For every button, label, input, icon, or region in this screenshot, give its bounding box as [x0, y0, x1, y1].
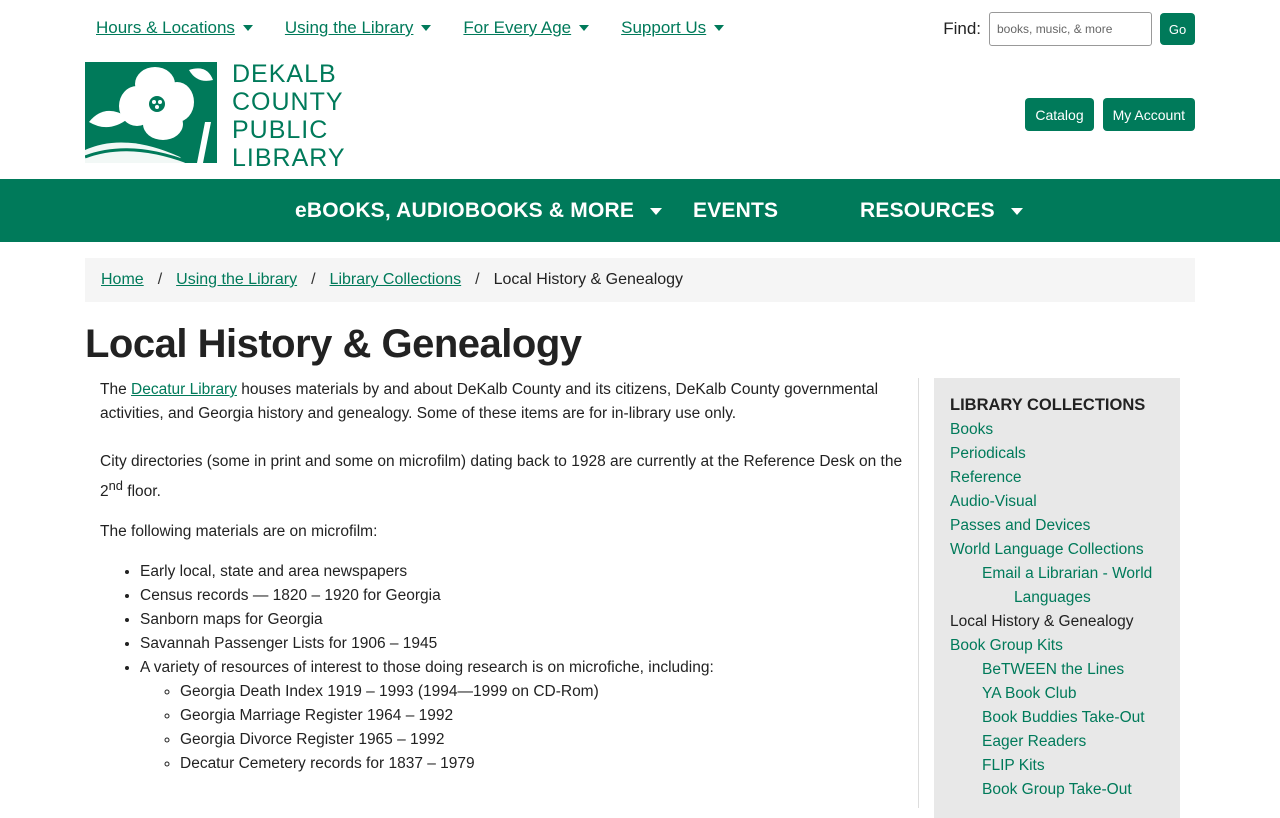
sidebar-link[interactable]	[982, 565, 1164, 610]
topnav-label: Hours & Locations	[96, 18, 235, 37]
breadcrumb-separator: /	[311, 271, 316, 288]
chevron-down-icon	[650, 208, 662, 215]
list-item: • Savannah Passenger Lists for 1906 – 1945	[140, 632, 905, 656]
sidebar-item-book-group-take-out	[950, 778, 1164, 802]
intro-text: The	[100, 381, 132, 398]
logo-wordmark	[232, 60, 346, 172]
mainnav-ebooks[interactable]	[295, 199, 662, 223]
topnav-for-every-age[interactable]	[463, 18, 589, 38]
sidebar-link[interactable]: Eager Readers	[982, 733, 1087, 750]
sidebar-item-reference	[950, 466, 1164, 490]
sidebar-link[interactable]: BeTWEEN the Lines	[982, 661, 1125, 678]
microfiche-list	[180, 680, 905, 776]
topnav-label: Using the Library	[284, 18, 414, 37]
directories-text: floor.	[122, 483, 161, 501]
sidebar-link[interactable]: Passes and Devices	[950, 517, 1091, 534]
intro-paragraph	[100, 378, 905, 426]
sidebar-link[interactable]: Periodicals	[950, 445, 1026, 462]
mainnav-label: EVENTS	[693, 199, 779, 222]
sidebar-link[interactable]: YA Book Club	[982, 685, 1077, 702]
intro-text: houses materials by and about DeKalb County and its citizens, DeKalb County governmental activities, and Georgia history and genealogy. Some of these items are for in-library use only.	[100, 381, 879, 422]
sidebar-item-email-librarian	[950, 562, 1164, 610]
sidebar-item-audio-visual	[950, 490, 1164, 514]
main-nav	[0, 179, 1280, 242]
list-item: • Census records — 1820 – 1920 for Georgia	[140, 584, 905, 608]
microfilm-list	[140, 560, 905, 776]
list-item: ◦ Georgia Divorce Register 1965 – 1992	[180, 728, 905, 752]
microfilm-intro: The following materials are on microfilm:	[100, 523, 378, 541]
search-go-button[interactable]: Go	[1160, 13, 1195, 45]
sidebar-item-passes-devices	[950, 514, 1164, 538]
sidebar-link-line: Languages	[1014, 589, 1091, 606]
chevron-down-icon	[714, 25, 724, 31]
topnav-label: Support Us	[621, 18, 707, 37]
utility-nav	[96, 18, 756, 38]
topnav-using-the-library[interactable]	[285, 18, 432, 38]
chevron-down-icon	[421, 25, 431, 31]
logo-line: LIBRARY	[232, 144, 346, 172]
sidebar-item-books	[950, 418, 1164, 442]
sidebar-link[interactable]: Audio-Visual	[950, 493, 1037, 510]
topnav-support-us[interactable]	[621, 18, 724, 38]
sidebar-item-between-the-lines	[950, 658, 1164, 682]
content-divider	[918, 378, 919, 808]
breadcrumb-current: Local History & Genealogy	[493, 271, 684, 288]
chevron-down-icon	[243, 25, 253, 31]
sidebar-title: LIBRARY COLLECTIONS	[950, 396, 1146, 414]
logo-line: COUNTY	[232, 88, 344, 116]
sidebar-link[interactable]: Reference	[950, 469, 1022, 486]
sidebar-link[interactable]: Books	[950, 421, 994, 438]
sidebar-list	[950, 418, 1164, 802]
ordinal-suffix: nd	[108, 478, 123, 493]
list-item: ◦ Georgia Death Index 1919 – 1993 (1994—1999 on CD-Rom)	[180, 680, 905, 704]
breadcrumb	[85, 258, 1195, 302]
mainnav-events[interactable]	[693, 199, 778, 223]
sidebar-link-line: Email a Librarian - World	[982, 565, 1153, 582]
list-item: ◦ Decatur Cemetery records for 1837 – 1979	[180, 752, 905, 776]
topnav-label: For Every Age	[463, 18, 572, 37]
page-title: Local History & Genealogy	[85, 322, 582, 366]
utility-bar	[0, 0, 1280, 58]
sidebar-link[interactable]: FLIP Kits	[982, 757, 1045, 774]
sidebar-item-eager-readers	[950, 730, 1164, 754]
list-item: • Early local, state and area newspapers	[140, 560, 905, 584]
breadcrumb-separator: /	[475, 271, 480, 288]
catalog-button[interactable]: Catalog	[1025, 98, 1093, 131]
sidebar-item-book-group-kits	[950, 634, 1164, 658]
sidebar-item-world-language	[950, 538, 1164, 562]
breadcrumb-library-collections[interactable]: Library Collections	[329, 271, 462, 288]
breadcrumb-home[interactable]: Home	[101, 271, 144, 288]
site-search	[943, 12, 1195, 46]
library-logo[interactable]	[85, 62, 346, 172]
sidebar-link[interactable]: World Language Collections	[950, 541, 1144, 558]
my-account-button[interactable]: My Account	[1103, 98, 1195, 131]
list-item: • Sanborn maps for Georgia	[140, 608, 905, 632]
sidebar-current[interactable]: Local History & Genealogy	[950, 613, 1134, 630]
find-label: Find:	[943, 19, 981, 38]
mainnav-label: RESOURCES	[860, 199, 995, 222]
chevron-down-icon	[1011, 208, 1023, 215]
list-item	[140, 656, 905, 776]
logo-line: PUBLIC	[232, 116, 329, 144]
topnav-hours-locations[interactable]	[96, 18, 253, 38]
account-buttons	[1025, 98, 1195, 131]
chevron-down-icon	[579, 25, 589, 31]
sidebar-item-flip-kits	[950, 754, 1164, 778]
sidebar-link[interactable]: Book Group Kits	[950, 637, 1063, 654]
sidebar-item-ya-book-club	[950, 682, 1164, 706]
main-content	[100, 378, 905, 776]
search-input[interactable]	[989, 12, 1152, 46]
mainnav-label: eBOOKS, AUDIOBOOKS & MORE	[295, 199, 635, 222]
sidebar-item-book-buddies	[950, 706, 1164, 730]
sidebar-item-periodicals	[950, 442, 1164, 466]
mainnav-resources[interactable]	[860, 199, 1023, 223]
sidebar-link[interactable]: Book Buddies Take-Out	[982, 709, 1145, 726]
list-item-text: A variety of resources of interest to those doing research is on microfiche, including:	[140, 659, 714, 677]
sidebar-link[interactable]: Book Group Take-Out	[982, 781, 1132, 798]
breadcrumb-separator: /	[157, 271, 163, 288]
list-item: ◦ Georgia Marriage Register 1964 – 1992	[180, 704, 905, 728]
directories-text: City directories (some in print and some on microfilm) dating back to 1928 are currently at the Reference Desk on the 2	[100, 453, 903, 501]
decatur-library-link[interactable]: Decatur Library	[131, 381, 237, 398]
sidebar-item-local-history	[950, 610, 1164, 634]
directories-paragraph	[100, 450, 905, 504]
sidebar-library-collections	[934, 378, 1180, 818]
breadcrumb-using-the-library[interactable]: Using the Library	[176, 271, 298, 288]
dogwood-flower-icon	[85, 62, 217, 163]
logo-line: DEKALB	[232, 60, 337, 88]
